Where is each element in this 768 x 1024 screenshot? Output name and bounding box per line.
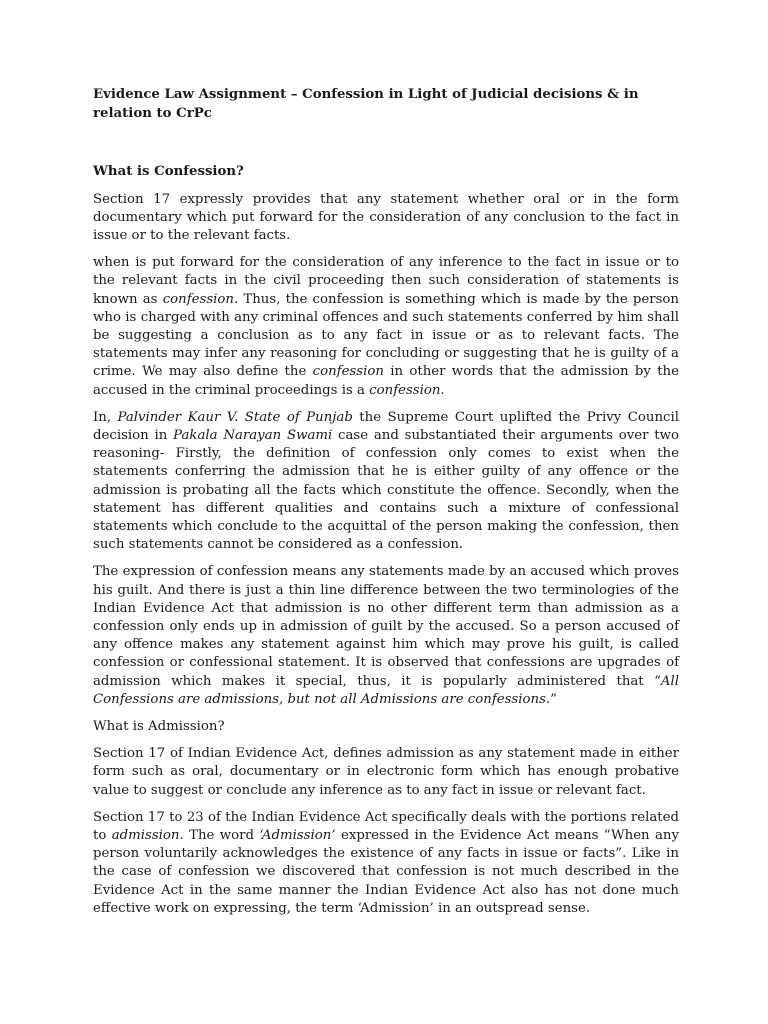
- paragraph-text: Section 17 of Indian Evidence Act, defines admission as any statement made in either form such as oral, documentary or in electronic form which has enough probative value to suggest or conclude any inference as to any fact in issue or relevant fact.: [93, 746, 679, 798]
- heading-what-is-admission: [93, 718, 679, 736]
- heading-what-is-confession: What is Confession?: [93, 164, 244, 179]
- document-body: [93, 86, 679, 927]
- paragraph-admission-definition: [93, 745, 679, 800]
- emphasis-confession: confession.: [369, 382, 445, 398]
- paragraph-text: The expression of confession means any statements made by an accused which proves his guilt. And there is just a thin line difference between the two terminologies of the Indian Evidence Act that admission is no other different term than admission as a confession only ends up in admission of guilt by the accused. So a person accused of any offence makes any statement against him which may prove his guilt, is called confession or confessional statement. It is observed that confessions are upgrades of admission which makes it special, thus, it is popularly administered that “: [93, 564, 679, 689]
- document-title: Evidence Law Assignment – Confession in Light of Judicial decisions & in relation to CrPc: [93, 87, 639, 121]
- paragraph-text: Section 17 to 23 of the Indian Evidence Act specifically deals with the portions related to: [93, 809, 679, 843]
- paragraph-text: Thus, the confession is something which is made by the person who is charged with any criminal offences and such statements conferred by him shall be suggesting a conclusion as to any fact in issue or as to relevant facts. The statements may infer any reasoning for concluding or suggesting that he is guilty of a crime. We may also define the: [93, 291, 679, 380]
- heading-text: What is Admission?: [93, 718, 225, 734]
- paragraph-text: .”: [545, 691, 557, 707]
- paragraph-text: the Supreme Court uplifted the Privy Council decision in: [93, 409, 679, 443]
- case-name-palvinder-kaur: Palvinder Kaur V. State of Punjab: [117, 409, 353, 425]
- paragraph-text: Section 17 expressly provides that any statement whether oral or in the form documentary which put forward for the consideration of any conclusion to the fact in issue or to the relevant facts.: [93, 191, 679, 243]
- emphasis-confession: confession.: [162, 291, 239, 307]
- paragraph-text: when is put forward for the consideration of any inference to the fact in issue or to the relevant facts in the civil proceeding then such consideration of statements is known as: [93, 255, 679, 307]
- paragraph-palvinder-kaur-case: [93, 409, 679, 555]
- paragraph-text: case and substantiated their arguments over two reasoning- Firstly, the definition of confession only comes to exist when the statements conferring the admission that he is either guilty of any offence or the admission is probating all the facts which constitute the offence. Secondly, when the statement has different qualities and contains such a mixture of confessional statements which conclude to the acquittal of the person making the confession, then such statements cannot be considered as a confession.: [93, 427, 680, 553]
- paragraph-text: In,: [93, 409, 118, 425]
- paragraph-section-17: [93, 191, 679, 246]
- paragraph-text: The word: [183, 828, 260, 843]
- emphasis-quote: All Confessions are admissions, but not all Admissions are confessions: [93, 673, 679, 707]
- paragraph-sections-17-to-23: [93, 809, 679, 918]
- paragraph-confession-definition: [93, 254, 679, 400]
- paragraph-text: expressed in the Evidence Act means “When any person voluntarily acknowledges the existence of any facts in issue or facts”. Like in the case of confession we discovered that confession is not much described in the Evidence Act in the same manner the Indian Evidence Act also has not done much effective work on expressing, the term ‘Admission’ in an outspread sense.: [93, 828, 679, 916]
- emphasis-admission-term: ‘Admission’: [259, 828, 336, 843]
- case-name-pakala-narayan-swami: Pakala Narayan Swami: [173, 427, 333, 443]
- paragraph-text: in other words that the admission by the accused in the criminal proceedings is a: [93, 364, 679, 398]
- emphasis-admission: admission.: [111, 828, 184, 843]
- paragraph-expression-of-confession: [93, 563, 679, 709]
- emphasis-confession: confession: [312, 364, 384, 380]
